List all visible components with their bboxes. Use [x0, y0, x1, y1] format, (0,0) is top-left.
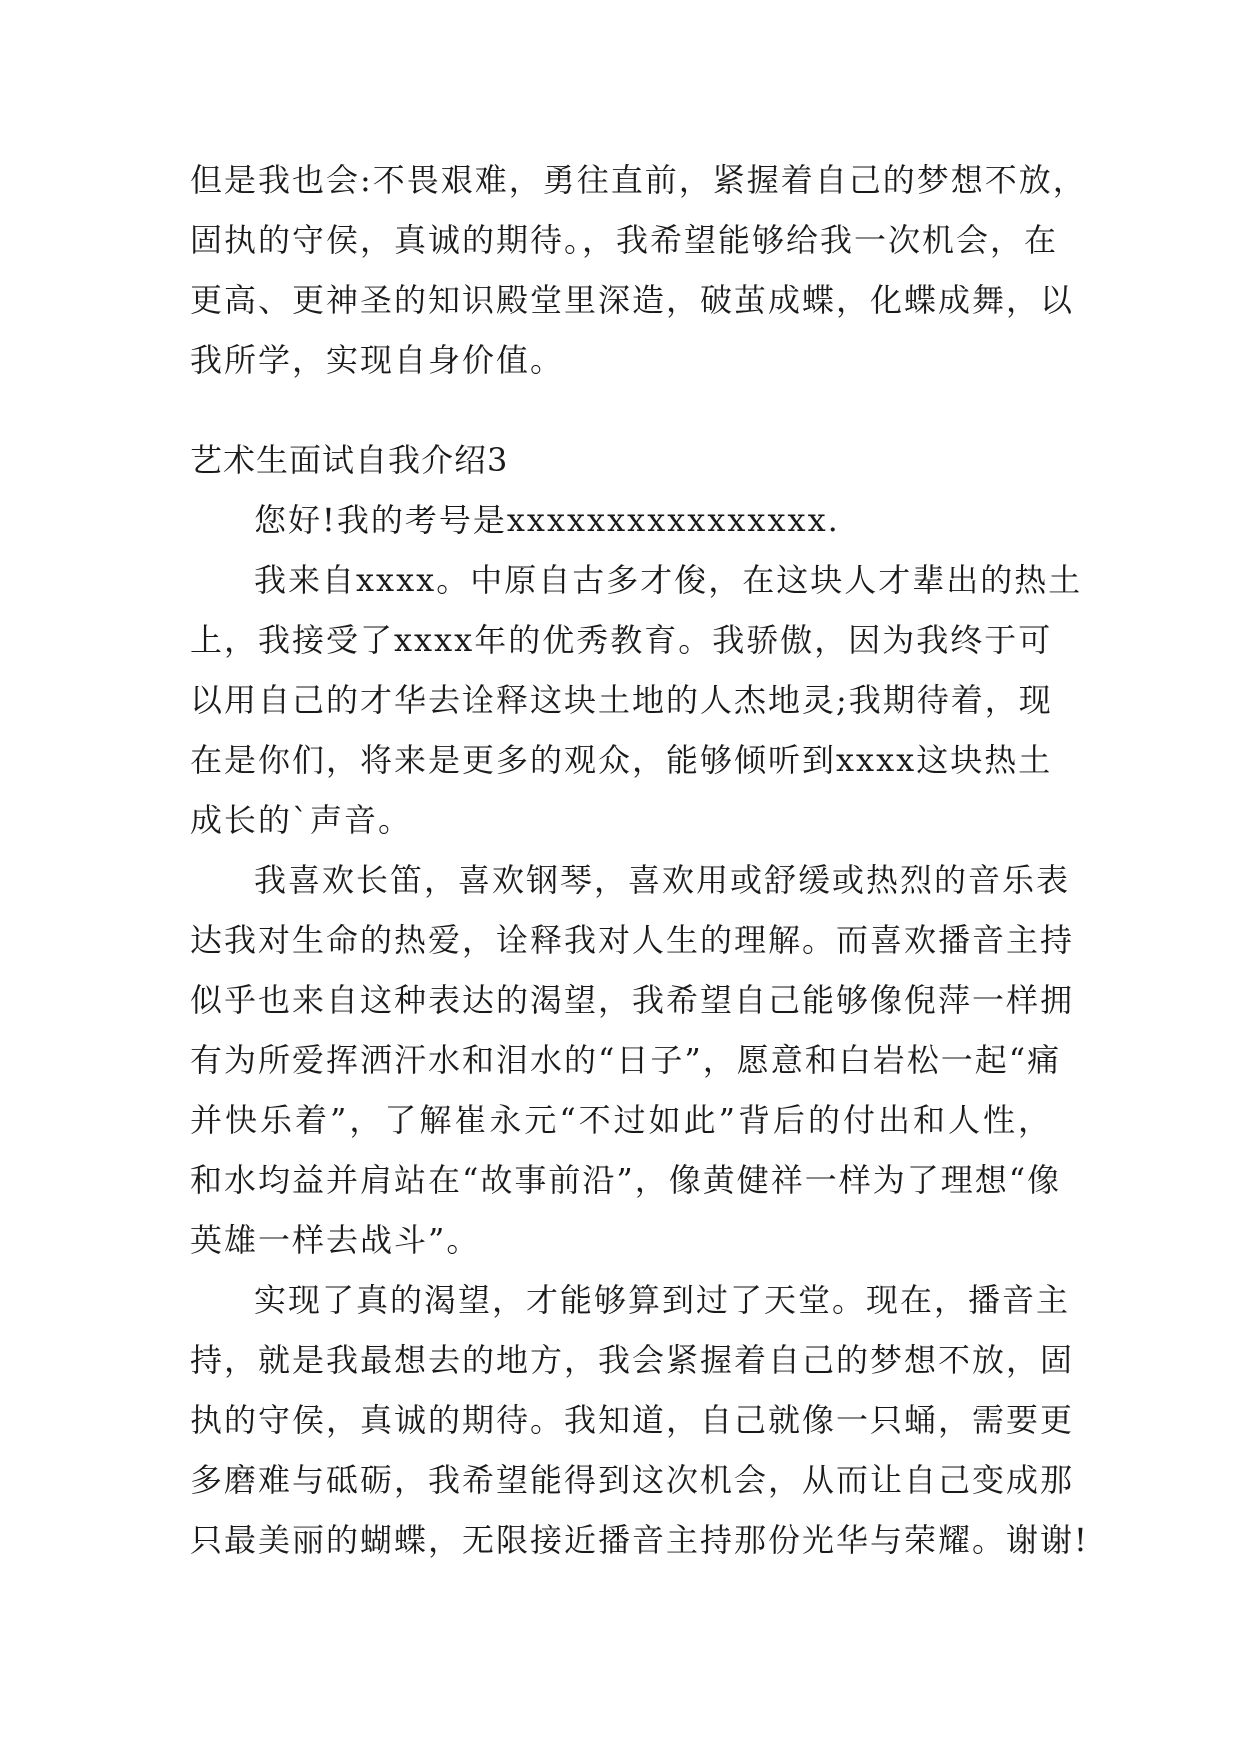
text-line: 持，就是我最想去的地方，我会紧握着自己的梦想不放，固 — [190, 1341, 1075, 1379]
origin-paragraph — [190, 550, 1083, 850]
text-line: 但是我也会:不畏艰难，勇往直前，紧握着自己的梦想不放， — [190, 161, 1087, 199]
closing-paragraph — [190, 1270, 1089, 1570]
document-page — [190, 150, 1089, 1570]
text-line: 我所学，实现自身价值。 — [190, 341, 565, 379]
hobbies-paragraph — [190, 850, 1075, 1270]
intro-paragraph — [190, 150, 1087, 390]
text-line: 成长的`声音。 — [190, 801, 413, 839]
text-line: 上，我接受了xxxx年的优秀教育。我骄傲，因为我终于可 — [190, 621, 1053, 659]
text-line: 并快乐着”，了解崔永元“不过如此”背后的付出和人性， — [190, 1101, 1052, 1139]
text-line: 英雄一样去战斗”。 — [190, 1221, 481, 1259]
text-line: 固执的守侯，真诚的期待。，我希望能够给我一次机会，在 — [190, 221, 1059, 259]
text-line: 执的守侯，真诚的期待。我知道，自己就像一只蛹，需要更 — [190, 1401, 1075, 1439]
section-title: 艺术生面试自我介绍3 — [190, 441, 509, 479]
text-line: 多磨难与砥砺，我希望能得到这次机会，从而让自己变成那 — [190, 1461, 1075, 1499]
text-line: 您好!我的考号是xxxxxxxxxxxxxxxx. — [254, 501, 840, 539]
text-line: 和水均益并肩站在“故事前沿”，像黄健祥一样为了理想“像 — [190, 1161, 1062, 1199]
text-line: 以用自己的才华去诠释这块土地的人杰地灵;我期待着，现 — [190, 681, 1053, 719]
text-line: 我来自xxxx。中原自古多才俊，在这块人才辈出的热土 — [254, 561, 1083, 599]
text-line: 在是你们，将来是更多的观众，能够倾听到xxxx这块热土 — [190, 741, 1053, 779]
text-line: 更高、更神圣的知识殿堂里深造，破茧成蝶，化蝶成舞，以 — [190, 281, 1075, 319]
text-line: 我喜欢长笛，喜欢钢琴，喜欢用或舒缓或热烈的音乐表 — [254, 861, 1071, 899]
greeting-paragraph — [190, 490, 1052, 550]
text-line: 只最美丽的蝴蝶，无限接近播音主持那份光华与荣耀。谢谢! — [190, 1521, 1089, 1559]
text-line: 达我对生命的热爱，诠释我对人生的理解。而喜欢播音主持 — [190, 921, 1075, 959]
text-line: 有为所爱挥洒汗水和泪水的“日子”，愿意和白岩松一起“痛 — [190, 1041, 1062, 1079]
text-line: 似乎也来自这种表达的渴望，我希望自己能够像倪萍一样拥 — [190, 981, 1075, 1019]
text-line: 实现了真的渴望，才能够算到过了天堂。现在，播音主 — [254, 1281, 1071, 1319]
